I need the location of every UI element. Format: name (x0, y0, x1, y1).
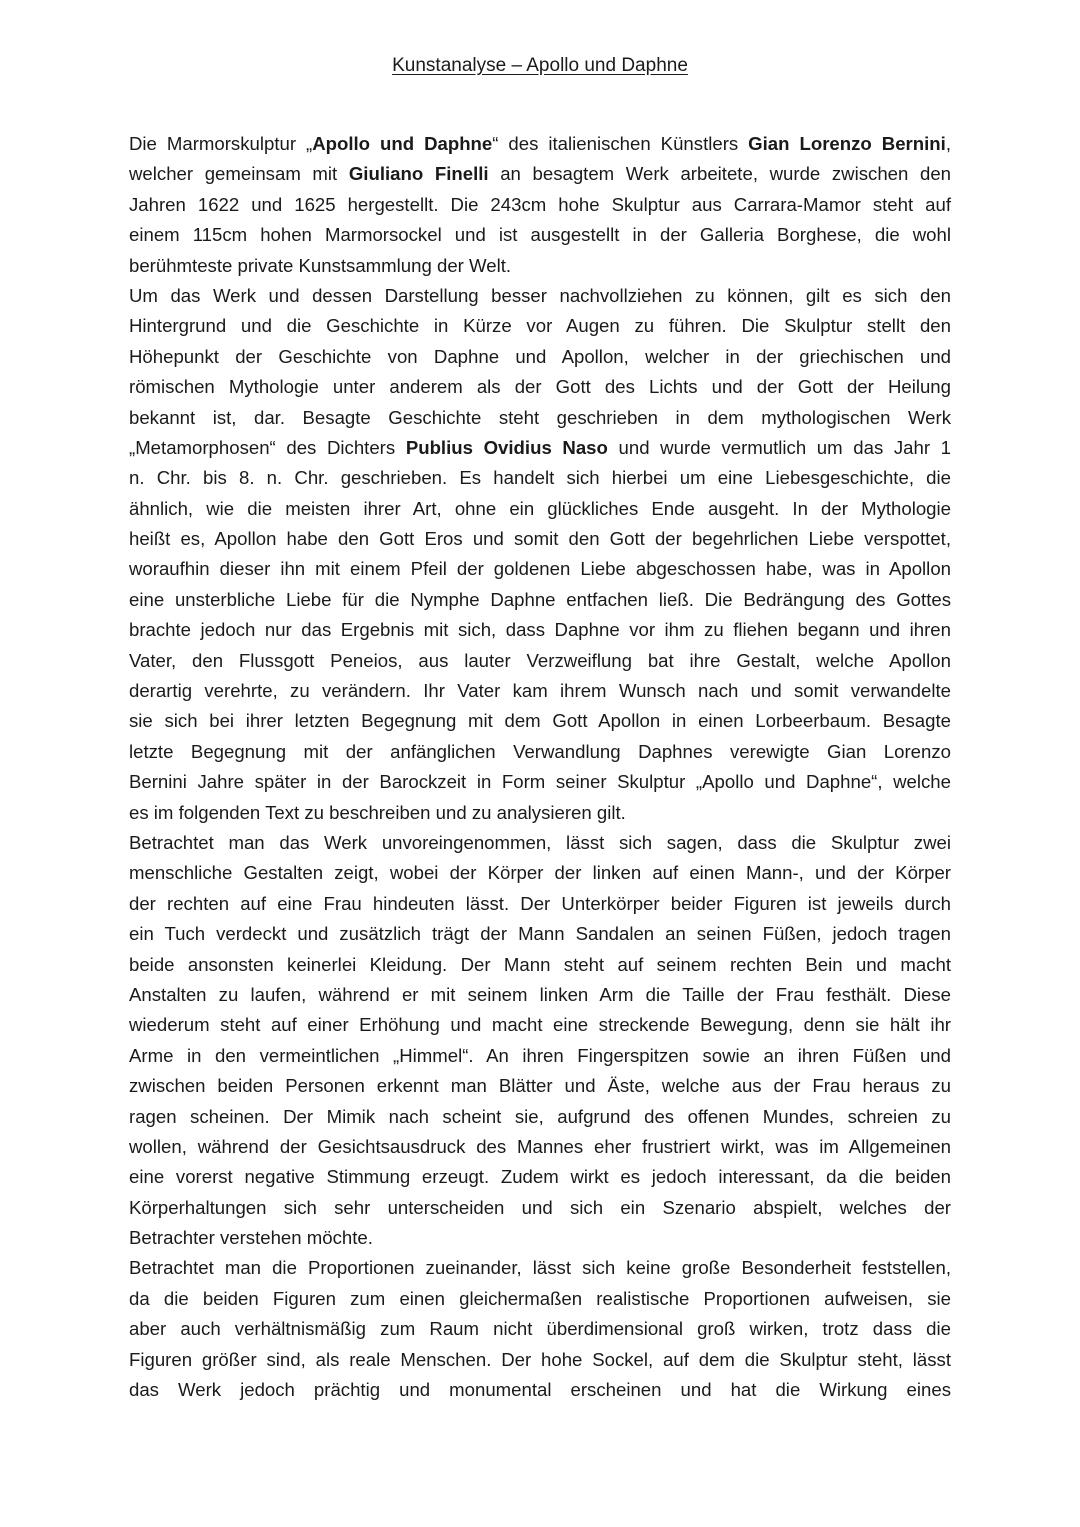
text-line (129, 159, 951, 189)
text-segment: römischen Mythologie unter anderem als der Gott des Lichts und der Gott der Heilung (129, 376, 951, 398)
text-line (129, 1223, 951, 1253)
text-line (129, 1253, 951, 1283)
text-segment: es im folgenden Text zu beschreiben und zu analysieren gilt. (129, 801, 626, 823)
text-line (129, 524, 951, 554)
text-segment: Vater, den Flussgott Peneios, aus lauter Verzweiflung bat ihre Gestalt, welche Apollon (129, 649, 951, 671)
text-line (129, 950, 951, 980)
text-segment: aber auch verhältnismäßig zum Raum nicht überdimensional groß wirken, trotz dass die (129, 1318, 951, 1340)
text-segment: einem 115cm hohen Marmorsockel und ist ausgestellt in der Galleria Borghese, die wohl (129, 224, 951, 246)
text-segment: Die Marmorskulptur „ (129, 133, 313, 154)
text-line (129, 554, 951, 584)
text-segment: und wurde vermutlich um das Jahr 1 (607, 436, 952, 458)
text-line (129, 494, 951, 524)
text-segment: Hintergrund und die Geschichte in Kürze vor Augen zu führen. Die Skulptur stellt den (129, 315, 951, 337)
text-segment: ein Tuch verdeckt und zusätzlich trägt der Mann Sandalen an seinen Füßen, jedoch tragen (129, 923, 951, 945)
text-segment: letzte Begegnung mit der anfänglichen Verwandlung Daphnes verewigte Gian Lorenzo (129, 740, 951, 762)
text-line (129, 251, 951, 281)
text-segment: Betrachtet man die Proportionen zueinander, lässt sich keine große Besonderheit feststellen, (129, 1257, 951, 1279)
document-body (129, 129, 951, 1405)
text-line (129, 615, 951, 645)
text-line (129, 433, 951, 463)
text-segment: Arme in den vermeintlichen „Himmel“. An ihren Fingerspitzen sowie an ihren Füßen und (129, 1044, 951, 1066)
text-line (129, 1102, 951, 1132)
text-segment: wiederum steht auf einer Erhöhung und macht eine streckende Bewegung, denn sie hält ihr (129, 1014, 951, 1036)
text-segment: brachte jedoch nur das Ergebnis mit sich, dass Daphne vor ihm zu fliehen begann und ihren (129, 619, 951, 641)
text-line (129, 646, 951, 676)
text-line (129, 919, 951, 949)
text-line (129, 798, 951, 828)
text-line (129, 676, 951, 706)
text-segment: ragen scheinen. Der Mimik nach scheint sie, aufgrund des offenen Mundes, schreien zu (129, 1105, 951, 1127)
text-segment: das Werk jedoch prächtig und monumental erscheinen und hat die Wirkung eines (129, 1379, 951, 1401)
text-segment: bekannt ist, dar. Besagte Geschichte steht geschrieben in dem mythologischen Werk (129, 406, 951, 428)
text-line (129, 1071, 951, 1101)
text-segment: berühmteste private Kunstsammlung der Welt. (129, 254, 512, 276)
text-line (129, 190, 951, 220)
text-segment: n. Chr. bis 8. n. Chr. geschrieben. Es handelt sich hierbei um eine Liebesgeschichte, die (129, 467, 951, 489)
text-line (129, 1193, 951, 1223)
text-segment: wollen, während der Gesichtsausdruck des Mannes eher frustriert wirkt, was im Allgemeinen (129, 1135, 951, 1157)
text-segment: Betrachtet man das Werk unvoreingenommen, lässt sich sagen, dass die Skulptur zwei (129, 831, 951, 853)
text-line (129, 1314, 951, 1344)
text-segment: Figuren größer sind, als reale Menschen. Der hohe Sockel, auf dem die Skulptur steht, lässt (129, 1348, 951, 1370)
text-line (129, 1284, 951, 1314)
text-segment: derartig verehrte, zu verändern. Ihr Vater kam ihrem Wunsch nach und somit verwandelte (129, 680, 951, 702)
text-segment: menschliche Gestalten zeigt, wobei der Körper der linken auf einen Mann-, und der Körper (129, 862, 951, 884)
text-line (129, 706, 951, 736)
text-line (129, 311, 951, 341)
text-line (129, 281, 951, 311)
text-segment: der rechten auf eine Frau hindeuten lässt. Der Unterkörper beider Figuren ist jeweils durch (129, 892, 951, 914)
bold-text: Giuliano Finelli (348, 163, 489, 185)
text-line (129, 858, 951, 888)
text-segment: woraufhin dieser ihn mit einem Pfeil der goldenen Liebe abgeschossen habe, was in Apollon (129, 558, 951, 580)
text-segment: eine vorerst negative Stimmung erzeugt. Zudem wirkt es jedoch interessant, da die beiden (129, 1166, 951, 1188)
text-line (129, 737, 951, 767)
text-segment: sie sich bei ihrer letzten Begegnung mit dem Gott Apollon in einen Lorbeerbaum. Besagte (129, 710, 951, 732)
bold-text: Publius Ovidius Naso (405, 436, 608, 458)
text-line (129, 463, 951, 493)
text-segment: heißt es, Apollon habe den Gott Eros und somit den Gott der begehrlichen Liebe verspottet, (129, 528, 951, 550)
text-segment: da die beiden Figuren zum einen gleichermaßen realistische Proportionen aufweisen, sie (129, 1287, 951, 1309)
text-segment: welcher gemeinsam mit (129, 163, 349, 185)
text-segment: „Metamorphosen“ des Dichters (129, 436, 406, 458)
text-line (129, 1345, 951, 1375)
text-line (129, 342, 951, 372)
text-line (129, 1010, 951, 1040)
text-line (129, 767, 951, 797)
text-segment: zwischen beiden Personen erkennt man Blätter und Äste, welche aus der Frau heraus zu (129, 1075, 951, 1097)
text-segment: “ des italienischen Künstlers (492, 133, 749, 154)
text-segment: Anstalten zu laufen, während er mit seinem linken Arm die Taille der Frau festhält. Diese (129, 983, 951, 1005)
text-line (129, 403, 951, 433)
text-segment: ähnlich, wie die meisten ihrer Art, ohne ein glückliches Ende ausgeht. In der Mythologie (129, 497, 951, 519)
text-segment: eine unsterbliche Liebe für die Nymphe Daphne entfachen ließ. Die Bedrängung des Gottes (129, 588, 951, 610)
text-segment: Höhepunkt der Geschichte von Daphne und Apollon, welcher in der griechischen und (129, 345, 951, 367)
text-line (129, 1162, 951, 1192)
bold-text: Apollo und Daphne (312, 133, 493, 154)
text-line (129, 889, 951, 919)
text-segment: an besagtem Werk arbeitete, wurde zwischen den (488, 163, 951, 185)
text-line (129, 1041, 951, 1071)
text-segment: Um das Werk und dessen Darstellung besser nachvollziehen zu können, gilt es sich den (129, 284, 951, 306)
text-segment: Körperhaltungen sich sehr unterscheiden und sich ein Szenario abspielt, welches der (129, 1196, 951, 1218)
text-segment: beide ansonsten keinerlei Kleidung. Der Mann steht auf seinem rechten Bein und macht (129, 953, 951, 975)
text-line (129, 220, 951, 250)
text-line (129, 828, 951, 858)
bold-text: Gian Lorenzo Bernini (748, 133, 946, 154)
text-segment: Jahren 1622 und 1625 hergestellt. Die 243cm hohe Skulptur aus Carrara-Mamor steht auf (129, 193, 951, 215)
text-line (129, 129, 951, 159)
document-title: Kunstanalyse – Apollo und Daphne (392, 55, 688, 76)
text-segment: , (945, 133, 951, 154)
text-segment: Bernini Jahre später in der Barockzeit in Form seiner Skulptur „Apollo und Daphne“, welche (129, 771, 951, 793)
text-line (129, 1375, 951, 1405)
text-line (129, 585, 951, 615)
text-line (129, 1132, 951, 1162)
text-line (129, 980, 951, 1010)
text-line (129, 372, 951, 402)
text-segment: Betrachter verstehen möchte. (129, 1227, 373, 1249)
